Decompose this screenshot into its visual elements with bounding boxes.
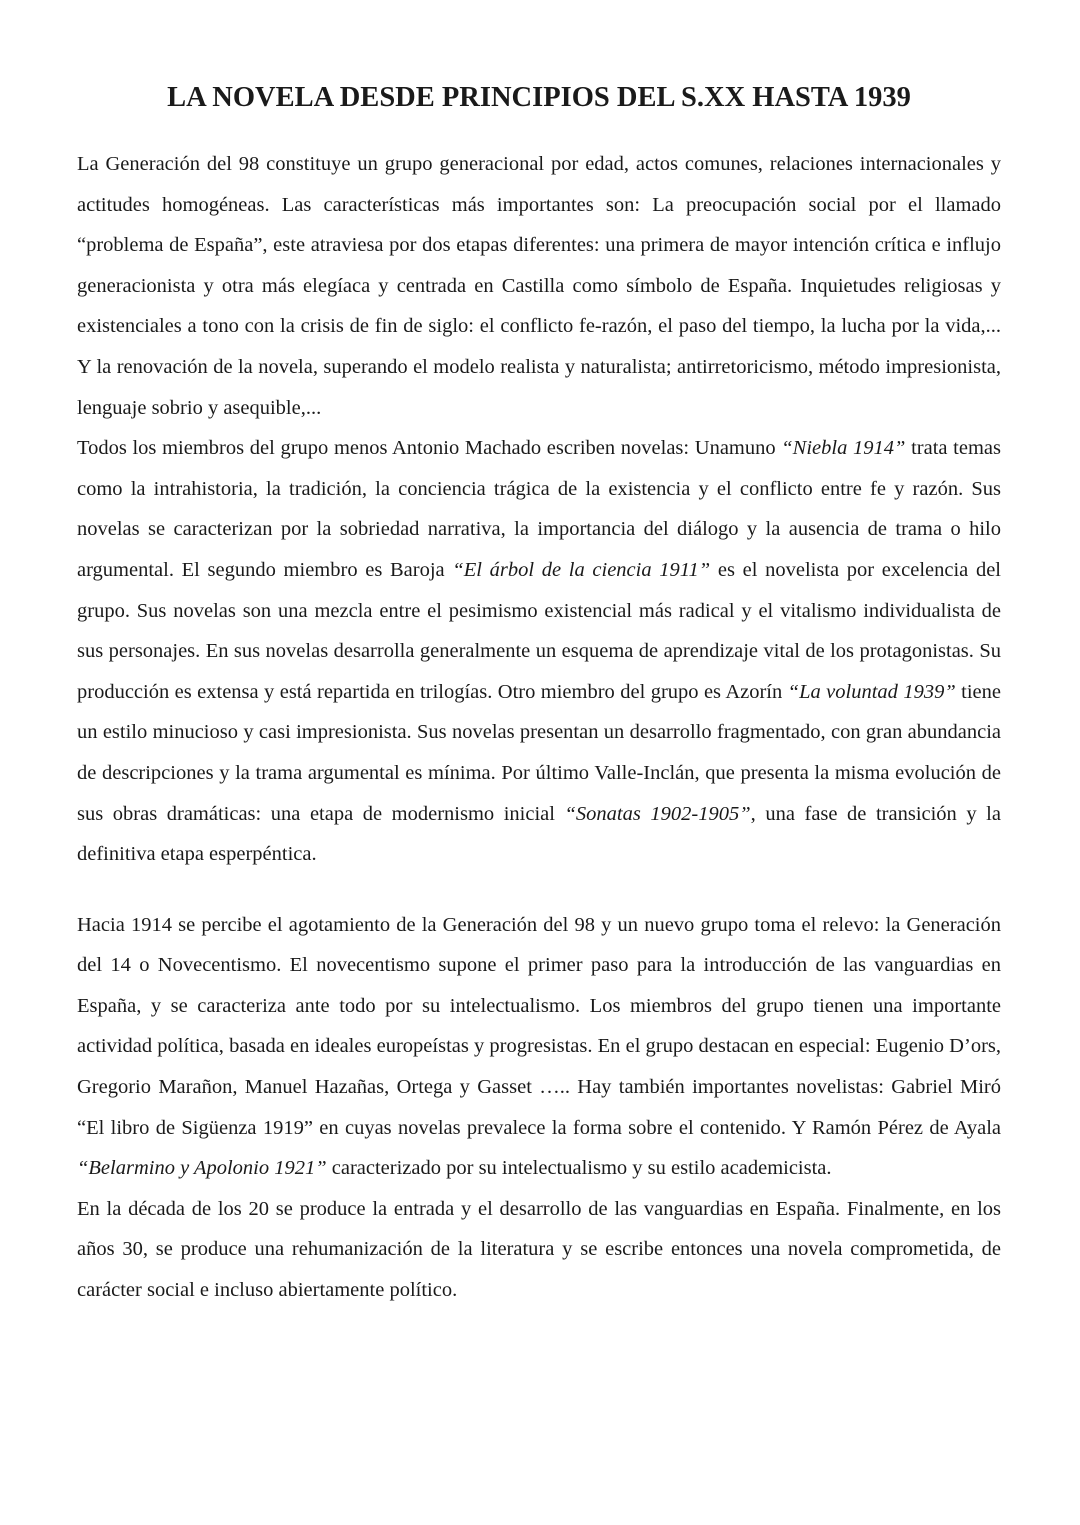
- book-title-niebla: “Niebla 1914”: [781, 437, 906, 460]
- book-title-sonatas: “Sonatas 1902-1905”: [564, 802, 751, 825]
- book-title-belarmino: “Belarmino y Apolonio 1921”: [77, 1157, 327, 1180]
- page-title: LA NOVELA DESDE PRINCIPIOS DEL S.XX HASTA 1939: [167, 82, 911, 113]
- document-page: [77, 80, 1001, 1311]
- text-run: , una fase de transición y la definitiva etapa esperpéntica.: [77, 802, 1001, 866]
- book-title-arbol-ciencia: “El árbol de la ciencia 1911”: [452, 558, 711, 581]
- book-title-voluntad: “La voluntad 1939”: [787, 680, 956, 703]
- text-run: tiene un estilo minucioso y casi impresionista. Sus novelas presentan un desarrollo fragmentado, con gran abundancia de descripciones y la trama argumental es mínima. Por último Valle-Inclán, que presenta la misma evolución de sus obras dramáticas: una etapa de modernismo inicial: [77, 680, 1001, 825]
- paragraph-vanguardias: En la década de los 20 se produce la entrada y el desarrollo de las vanguardias en España. Finalmente, en los años 30, se produce una rehumanización de la literatura y se escribe entonces una novela comprometida, de carácter social e incluso abiertamente político.: [77, 1197, 1001, 1302]
- text-run: Todos los miembros del grupo menos Antonio Machado escriben novelas: Unamuno: [77, 437, 782, 460]
- paragraph-novecentismo: [77, 905, 1001, 1189]
- text-run: trata temas como la intrahistoria, la tradición, la conciencia trágica de la existencia y el conflicto entre fe y razón. Sus novelas se caracterizan por la sobriedad narrativa, la importancia del diálogo y la ausencia de trama o hilo argumental. El segundo miembro es Baroja: [77, 437, 1001, 581]
- paragraph-novelistas-98: [77, 428, 1001, 875]
- text-run: es el novelista por excelencia del grupo. Sus novelas son una mezcla entre el pesimismo existencial más radical y el vitalismo individualista de sus personajes. En sus novelas desarrolla generalmente un esquema de aprendizaje vital de los protagonistas. Su producción es extensa y está repartida en trilogías. Otro miembro del grupo es Azorín: [77, 558, 1002, 703]
- paragraph-gap: [77, 875, 1001, 905]
- document-body: [77, 144, 1001, 1311]
- text-run: caracterizado por su intelectualismo y su estilo academicista.: [326, 1157, 832, 1180]
- text-run: Hacia 1914 se percibe el agotamiento de la Generación del 98 y un nuevo grupo toma el relevo: la Generación del 14 o Novecentismo. El novecentismo supone el primer paso para la introducción de las vanguardias en España, y se caracteriza ante todo por su intelectualismo. Los miembros del grupo tienen una importante actividad política, basada en ideales europeístas y progresistas. En el grupo destacan en especial: Eugenio D’ors, Gregorio Marañon, Manuel Hazañas, Ortega y Gasset ….. Hay también importantes novelistas: Gabriel Miró “El libro de Sigüenza 1919” en cuyas novelas prevalece la forma sobre el contenido. Y Ramón Pérez de Ayala: [77, 913, 1001, 1139]
- paragraph-generacion-98: La Generación del 98 constituye un grupo generacional por edad, actos comunes, relaciones internacionales y actitudes homogéneas. Las características más importantes son: La preocupación social por el llamado “problema de España”, este atraviesa por dos etapas diferentes: una primera de mayor intención crítica e influjo generacionista y otra más elegíaca y centrada en Castilla como símbolo de España. Inquietudes religiosas y existenciales a tono con la crisis de fin de siglo: el conflicto fe-razón, el paso del tiempo, la lucha por la vida,... Y la renovación de la novela, superando el modelo realista y naturalista; antirretoricismo, método impresionista, lenguaje sobrio y asequible,...: [77, 153, 1001, 419]
